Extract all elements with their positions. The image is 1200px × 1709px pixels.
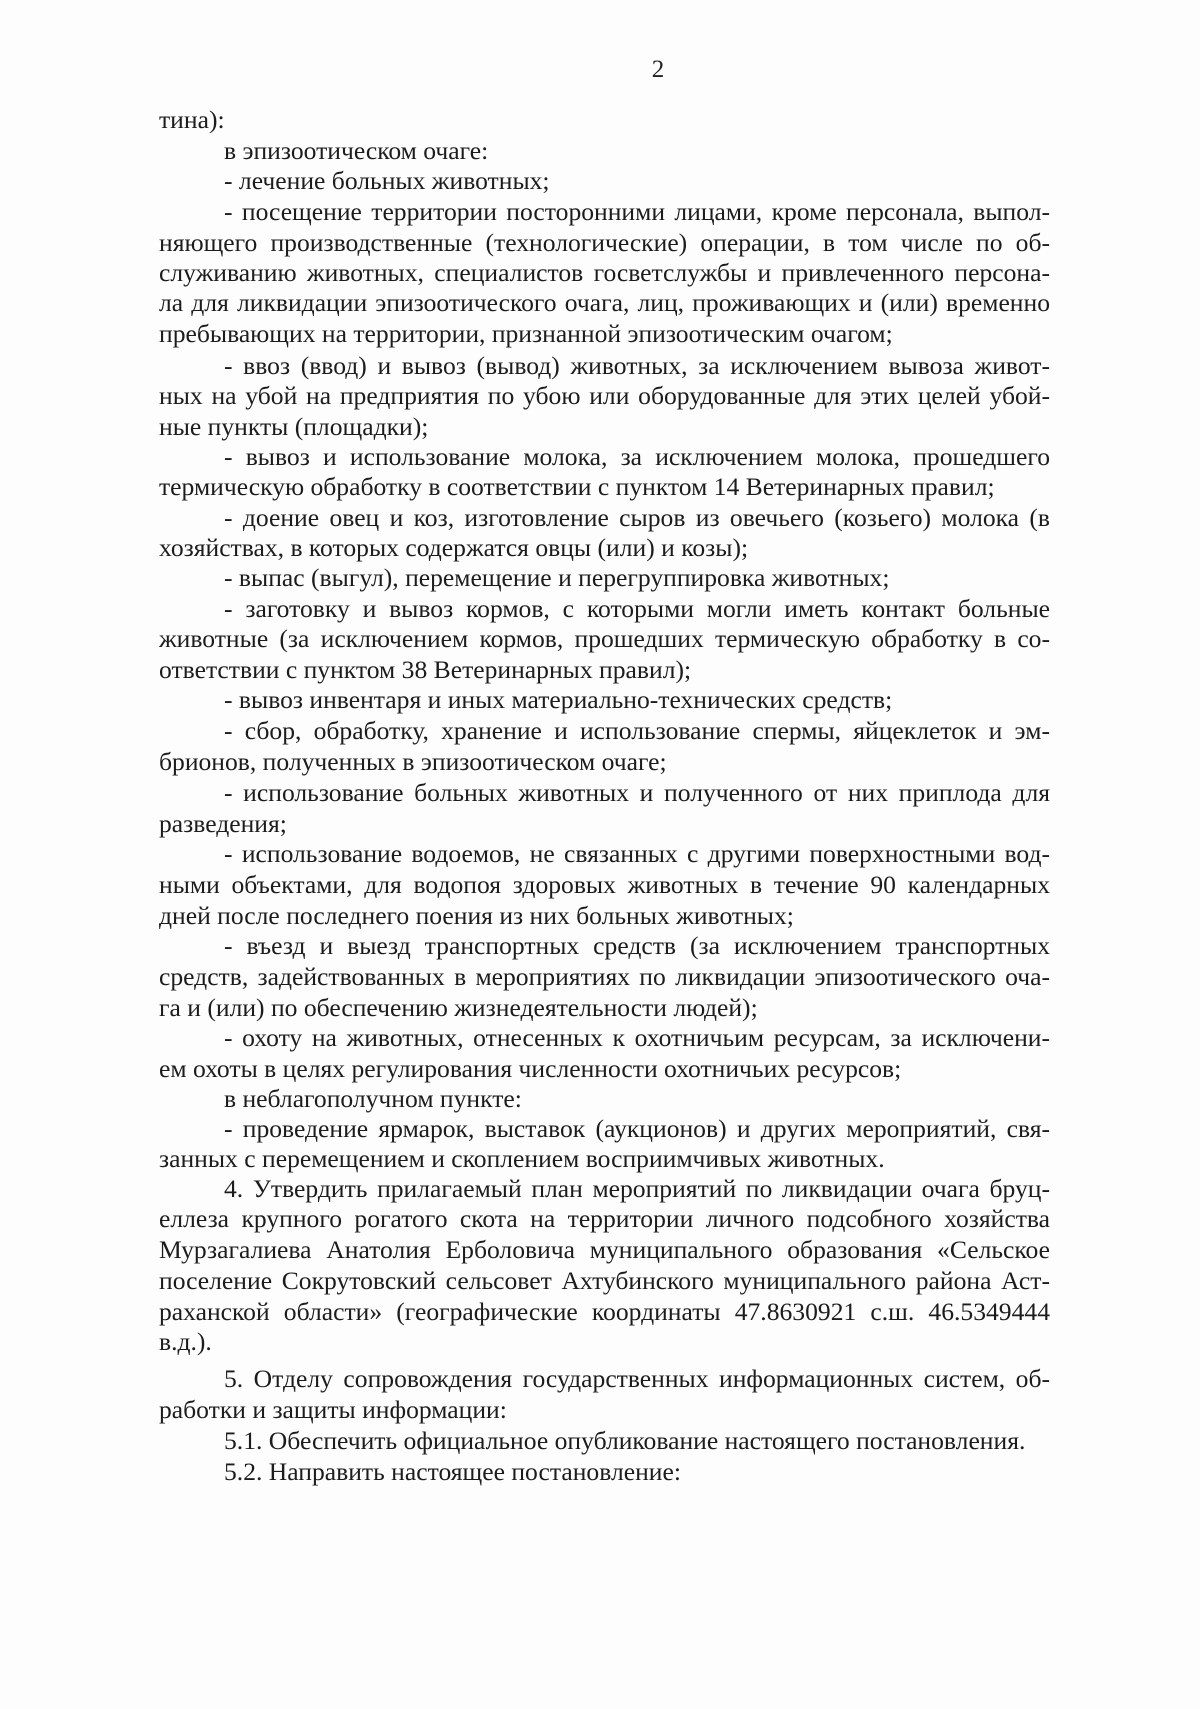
text-line: 5. Отделу сопровождения государственных информационных систем, об-: [224, 1364, 1050, 1393]
text-line: - проведение ярмарок, выставок (аукционов) и других мероприятий, свя-: [224, 1114, 1050, 1143]
text-line: - вывоз инвентаря и иных материально-технических средств;: [224, 685, 893, 714]
text-line: - посещение территории посторонними лицами, кроме персонала, выпол-: [224, 197, 1050, 226]
text-line: - ввоз (ввод) и вывоз (вывод) животных, за исключением вывоза живот-: [224, 351, 1050, 380]
text-line: работки и защиты информации:: [159, 1395, 507, 1424]
text-line: 5.1. Обеспечить официальное опубликование настоящего постановления.: [224, 1426, 1026, 1455]
text-line: ных на убой на предприятия по убою или оборудованные для этих целей убой-: [159, 381, 1050, 410]
text-line: ными объектами, для водопоя здоровых животных в течение 90 календарных: [159, 870, 1050, 899]
text-line: животные (за исключением кормов, прошедших термическую обработку в со-: [159, 624, 1050, 653]
text-line: га и (или) по обеспечению жизнедеятельности людей);: [159, 993, 758, 1022]
text-line: брионов, полученных в эпизоотическом очаге;: [159, 747, 667, 776]
text-line: термическую обработку в соответствии с пунктом 14 Ветеринарных правил;: [159, 472, 995, 501]
text-line: няющего производственные (технологические) операции, в том числе по об-: [159, 228, 1050, 257]
text-line: - использование больных животных и полученного от них приплода для: [224, 778, 1050, 807]
text-line: дней после последнего поения из них больных животных;: [159, 901, 794, 930]
text-line: Мурзагалиева Анатолия Ерболовича муниципального образования «Сельское: [159, 1235, 1050, 1264]
text-line: занных с перемещением и скоплением восприимчивых животных.: [159, 1144, 885, 1173]
text-line: 5.2. Направить настоящее постановление:: [224, 1457, 681, 1486]
text-line: - въезд и выезд транспортных средств (за исключением транспортных: [224, 931, 1050, 960]
text-line: ответствии с пунктом 38 Ветеринарных правил);: [159, 655, 692, 684]
text-line: тина):: [159, 105, 225, 134]
text-line: средств, задействованных в мероприятиях по ликвидации эпизоотического оча-: [159, 962, 1050, 991]
text-line: в.д.).: [159, 1327, 212, 1356]
text-line: ные пункты (площадки);: [159, 412, 429, 441]
text-line: - лечение больных животных;: [224, 166, 550, 195]
page-number: 2: [651, 56, 665, 83]
text-line: раханской области» (географические координаты 47.8630921 с.ш. 46.5349444: [159, 1297, 1050, 1326]
text-line: - сбор, обработку, хранение и использование спермы, яйцеклеток и эм-: [224, 716, 1050, 745]
text-line: ла для ликвидации эпизоотического очага, лиц, проживающих и (или) временно: [159, 288, 1050, 317]
text-line: хозяйствах, в которых содержатся овцы (или) и козы);: [159, 533, 749, 562]
text-line: пребывающих на территории, признанной эпизоотическим очагом;: [159, 319, 893, 348]
text-line: разведения;: [159, 809, 287, 838]
text-line: - использование водоемов, не связанных с другими поверхностными вод-: [224, 839, 1050, 868]
text-line: - охоту на животных, отнесенных к охотничьим ресурсам, за исключени-: [224, 1023, 1050, 1052]
text-line: в эпизоотическом очаге:: [224, 136, 489, 165]
text-line: 4. Утвердить прилагаемый план мероприятий по ликвидации очага бруц-: [224, 1174, 1050, 1203]
text-line: поселение Сокрутовский сельсовет Ахтубинского муниципального района Аст-: [159, 1266, 1050, 1295]
text-line: - доение овец и коз, изготовление сыров из овечьего (козьего) молока (в: [224, 503, 1050, 532]
text-line: - вывоз и использование молока, за исключением молока, прошедшего: [224, 442, 1050, 471]
text-line: - выпас (выгул), перемещение и перегруппировка животных;: [224, 563, 890, 592]
text-line: в неблагополучном пункте:: [224, 1084, 522, 1113]
text-line: еллеза крупного рогатого скота на территории личного подсобного хозяйства: [159, 1204, 1050, 1233]
text-line: ем охоты в целях регулирования численности охотничьих ресурсов;: [159, 1054, 902, 1083]
text-line: служиванию животных, специалистов госветслужбы и привлеченного персона-: [159, 258, 1050, 287]
text-line: - заготовку и вывоз кормов, с которыми могли иметь контакт больные: [224, 594, 1050, 623]
